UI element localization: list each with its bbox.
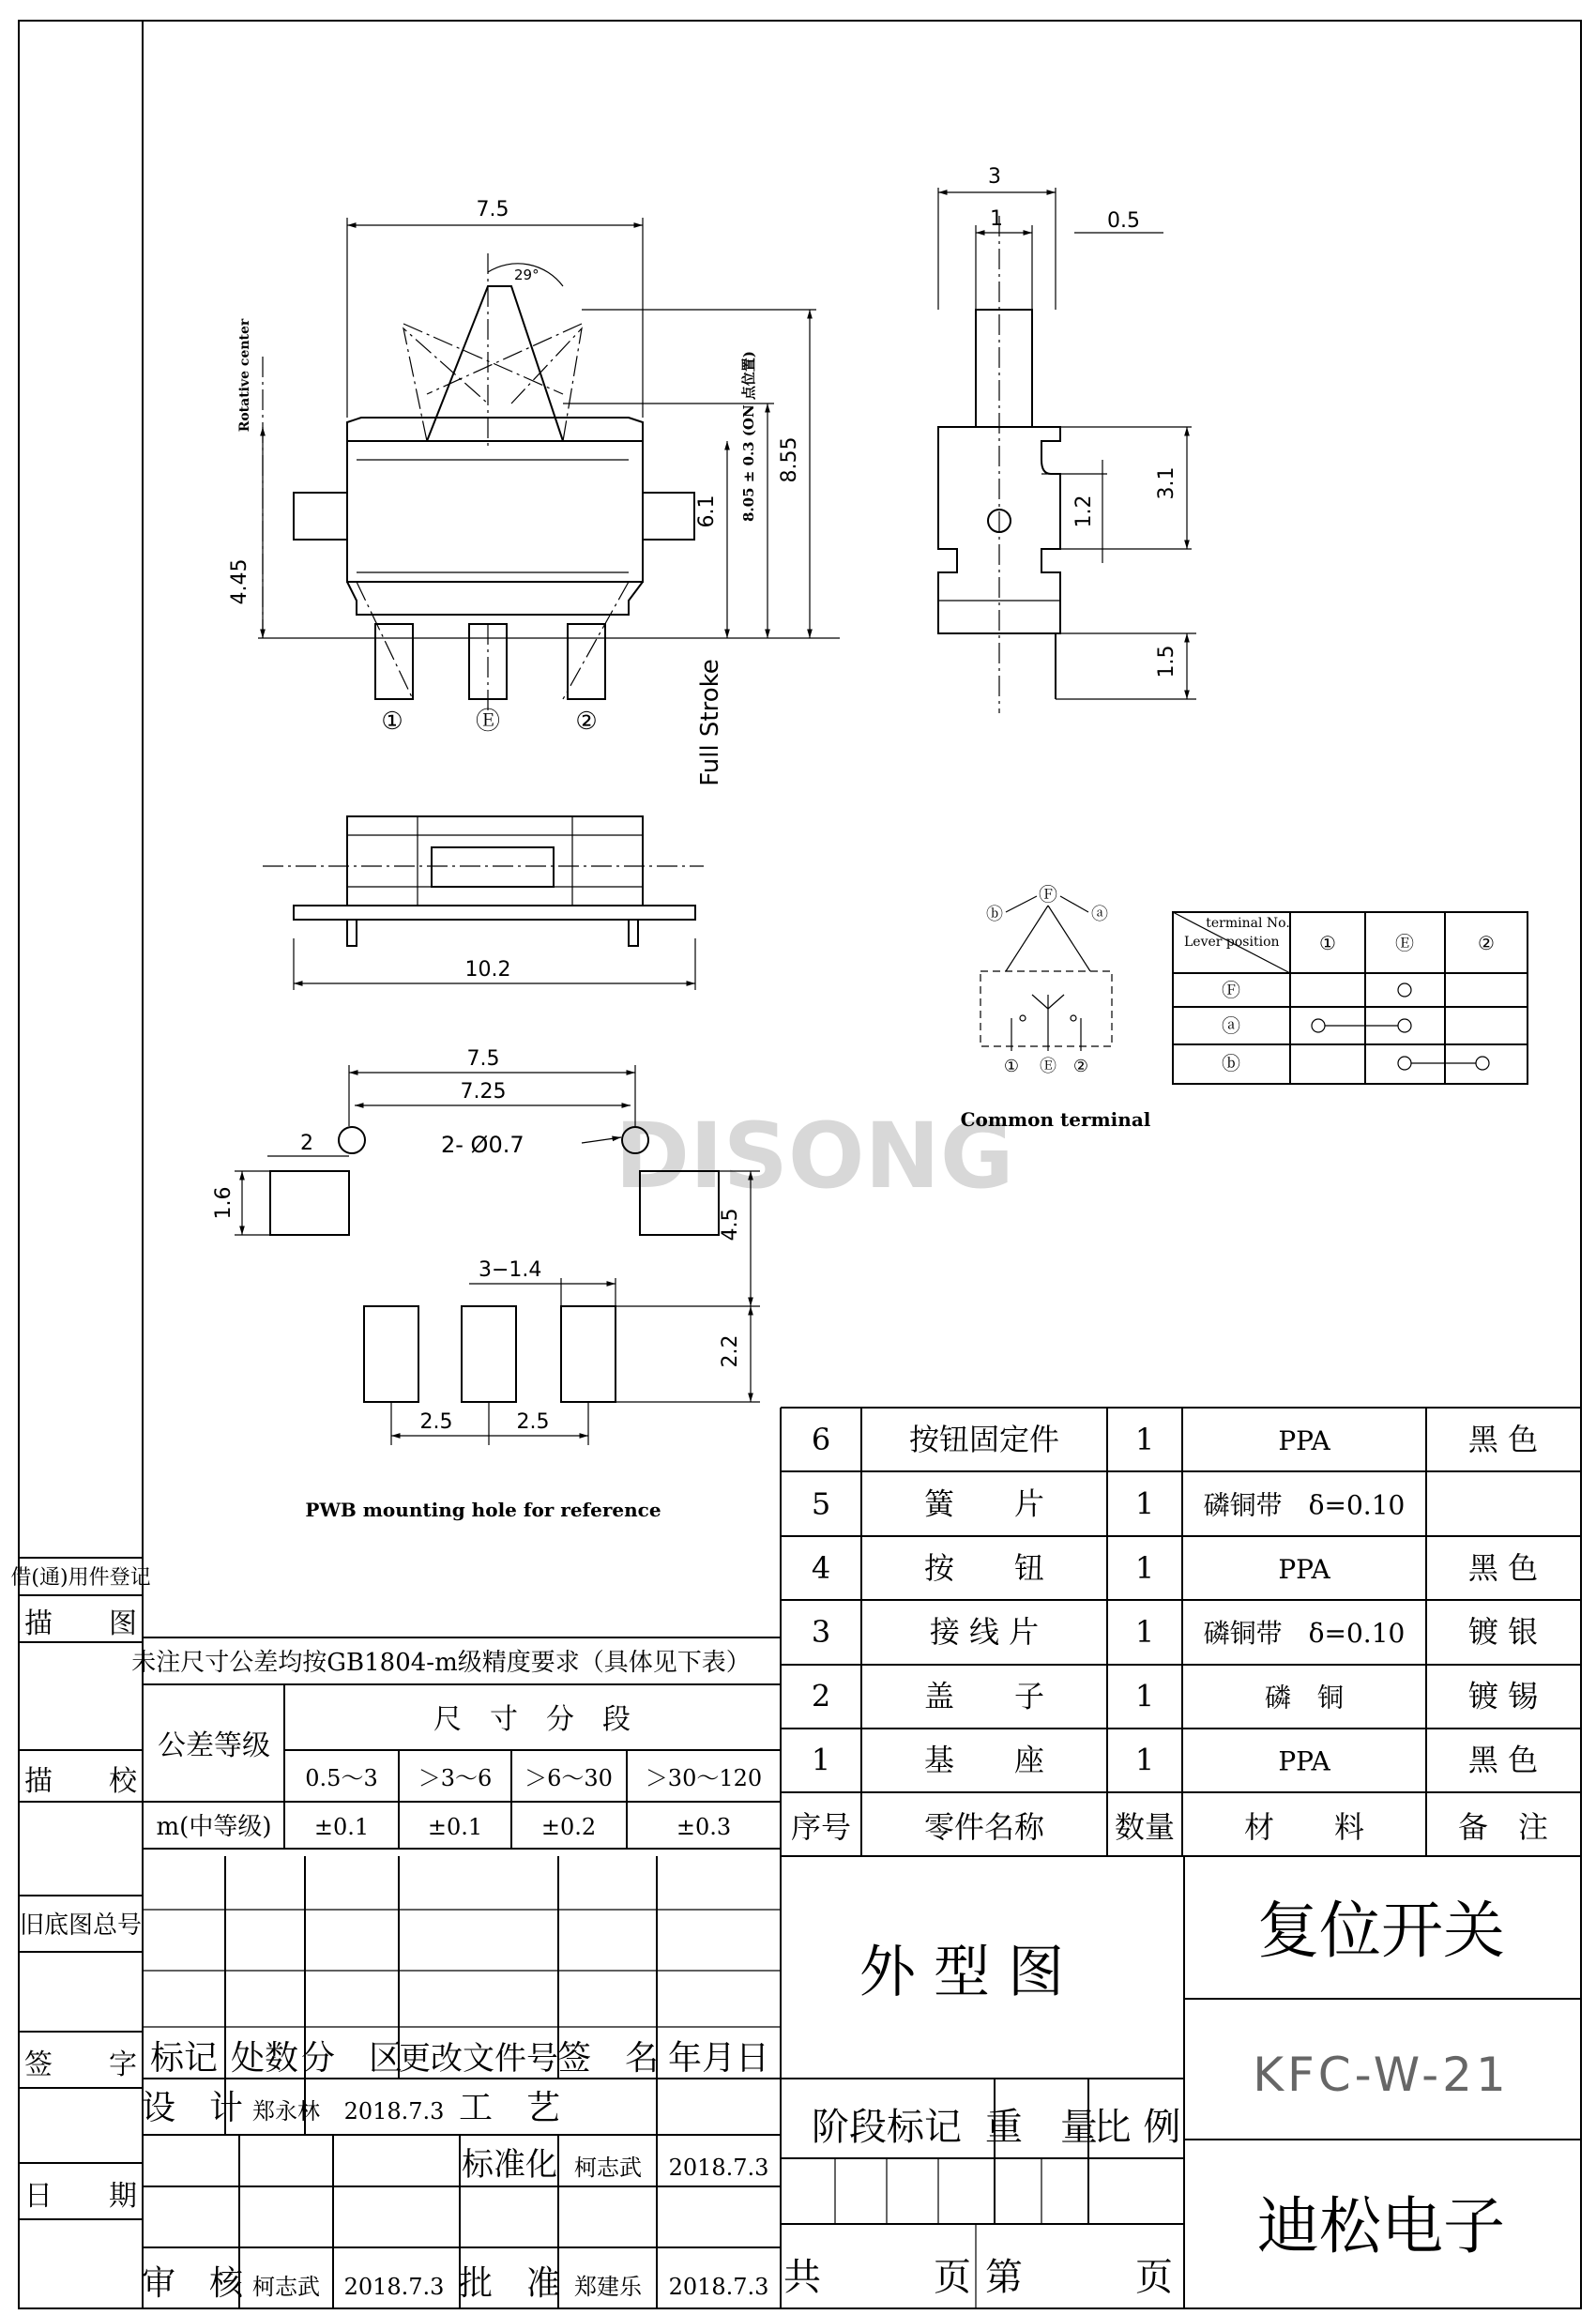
front-width-dim: 7.5 xyxy=(476,198,509,221)
side-dim-1: 1 xyxy=(990,207,1003,231)
bom-row-1-qty: 1 xyxy=(1134,1422,1155,1458)
tolerance-range-label: 尺 寸 分 段 xyxy=(433,1703,631,1736)
review-date: 2018.7.3 xyxy=(343,2274,445,2300)
top-view xyxy=(263,816,704,990)
bom-row-5-qty: 1 xyxy=(1134,1678,1155,1714)
bom-row-3-qty: 1 xyxy=(1134,1549,1155,1586)
bom-row-4-note: 镀 银 xyxy=(1467,1614,1539,1651)
pcb-dim-2: 2 xyxy=(300,1132,313,1155)
side-dim-05: 0.5 xyxy=(1107,209,1140,233)
old-drawing-no-label: 旧底图总号 xyxy=(19,1911,143,1940)
terminal-row-a: ⓐ xyxy=(1222,1014,1240,1037)
left-height-dim: 4.45 xyxy=(228,558,251,605)
stage-label: 阶段标记 xyxy=(812,2106,962,2149)
designer-name: 郑永林 xyxy=(252,2098,320,2125)
tolerance-grade-label: 公差等级 xyxy=(158,1729,270,1762)
bom-row-4-material: 磷铜带 δ=0.10 xyxy=(1203,1618,1406,1650)
side-labels xyxy=(10,1566,150,2213)
rev-header-doc: 更改文件号 xyxy=(399,2040,558,2078)
tolerance-range-3: ＞6～30 xyxy=(524,1765,613,1791)
pcb-caption: PWB mounting hole for reference xyxy=(305,1499,661,1521)
bom-header-name: 零件名称 xyxy=(923,1809,1045,1845)
pcb-dim-25b: 2.5 xyxy=(516,1410,550,1434)
terminal-col-1: ① xyxy=(1319,932,1336,954)
pcb-dim-725: 7.25 xyxy=(460,1080,507,1104)
weight-label: 重 量 xyxy=(985,2106,1098,2149)
part-number: KFC-W-21 xyxy=(1253,2048,1510,2102)
product-name: 复位开关 xyxy=(1257,1895,1505,1967)
pcb-dim-45: 4.5 xyxy=(719,1208,742,1241)
watermark: DISONG xyxy=(615,1104,1014,1209)
circuit-caption: Common terminal xyxy=(960,1108,1151,1131)
sheets-label: 共 页 xyxy=(783,2256,971,2299)
tolerance-range-2: ＞3～6 xyxy=(418,1765,493,1791)
signature-label: 签 字 xyxy=(24,2048,137,2081)
tolerance-grade: m(中等级) xyxy=(156,1813,272,1841)
bom-row-6-no: 1 xyxy=(811,1742,831,1778)
tolerance-value-1: ±0.1 xyxy=(313,1814,370,1840)
pcb-dim-22: 2.2 xyxy=(719,1334,742,1368)
circuit-diagram xyxy=(961,883,1151,1131)
side-dim-31: 3.1 xyxy=(1155,466,1178,500)
bom-row-6-material: PPA xyxy=(1278,1745,1330,1777)
standard-date: 2018.7.3 xyxy=(668,2155,769,2181)
mid-height-dim: 6.1 xyxy=(695,495,719,528)
terminal-row-f: Ⓕ xyxy=(1222,979,1240,1001)
side-dim-15: 1.5 xyxy=(1155,645,1178,678)
standard-by: 柯志武 xyxy=(574,2155,642,2181)
terminal-table xyxy=(1173,912,1528,1084)
bom-row-2-name: 簧 片 xyxy=(923,1485,1045,1522)
tolerance-range-4: ＞30～120 xyxy=(645,1765,763,1791)
bom-row-1-no: 6 xyxy=(811,1422,831,1458)
tolerance-range-1: 0.5～3 xyxy=(305,1765,378,1791)
top-width-dim: 10.2 xyxy=(464,958,511,982)
pcb-dim-3x14: 3−1.4 xyxy=(479,1258,542,1282)
standard-label: 标准化 xyxy=(462,2146,557,2184)
bom-header-no: 序号 xyxy=(790,1809,852,1845)
terminal-e-label: Ⓔ xyxy=(475,708,501,736)
circuit-b-label: ⓑ xyxy=(986,905,1003,924)
tolerance-value-4: ±0.3 xyxy=(676,1814,732,1840)
bom-row-5-name: 盖 子 xyxy=(923,1678,1045,1714)
bom-row-5-no: 2 xyxy=(811,1678,831,1714)
bom-row-1-name: 按钮固定件 xyxy=(908,1422,1060,1458)
approve-date: 2018.7.3 xyxy=(668,2274,769,2300)
front-angle-dim: 29° xyxy=(514,267,540,283)
terminal-col-2: ② xyxy=(1478,932,1495,954)
bom-row-3-no: 4 xyxy=(811,1549,831,1586)
approve-label: 批 准 xyxy=(458,2264,561,2303)
bom-row-1-material: PPA xyxy=(1278,1425,1330,1457)
approver-name: 郑建乐 xyxy=(574,2274,642,2300)
bom-row-1-note: 黑 色 xyxy=(1467,1422,1539,1458)
rev-header-mark: 标记 xyxy=(149,2039,219,2078)
on-position-dim: 8.05 ± 0.3 (ON 点位置) xyxy=(740,350,757,523)
bom-row-3-note: 黑 色 xyxy=(1467,1549,1539,1586)
bom-row-4-name: 接 线 片 xyxy=(929,1614,1040,1651)
mounting-hole-left xyxy=(339,1127,365,1153)
tracing-label: 描 图 xyxy=(24,1607,137,1640)
bom-header-note: 备 注 xyxy=(1457,1809,1549,1845)
terminal-2-label: ② xyxy=(575,708,598,736)
bom-row-5-material: 磷 铜 xyxy=(1264,1682,1345,1713)
bom-row-2-no: 5 xyxy=(811,1485,831,1522)
bom-row-2-material: 磷铜带 δ=0.10 xyxy=(1203,1489,1406,1521)
rev-header-count: 处数 xyxy=(230,2039,299,2078)
title-block xyxy=(142,1856,1581,2308)
full-stroke-label: Full Stroke xyxy=(696,659,724,786)
bom-row-6-qty: 1 xyxy=(1134,1742,1155,1778)
rotative-center-label: Rotative center xyxy=(237,318,252,433)
side-view xyxy=(938,165,1196,713)
bom-row-6-note: 黑 色 xyxy=(1467,1742,1539,1778)
terminal-col-e: Ⓔ xyxy=(1395,932,1414,954)
bom-row-3-material: PPA xyxy=(1278,1553,1330,1585)
front-view xyxy=(228,198,840,786)
design-date: 2018.7.3 xyxy=(343,2098,445,2125)
tolerance-value-3: ±0.2 xyxy=(540,1814,597,1840)
rev-header-date: 年月日 xyxy=(667,2039,770,2078)
tracing-check-label: 描 校 xyxy=(24,1765,137,1798)
review-label: 审 核 xyxy=(141,2264,244,2303)
terminal-table-header-top: terminal No. xyxy=(1206,916,1290,931)
pcb-dim-25a: 2.5 xyxy=(419,1410,453,1434)
bom-row-4-qty: 1 xyxy=(1134,1614,1155,1651)
bom-header-material: 材 料 xyxy=(1243,1809,1365,1845)
reviewer-name: 柯志武 xyxy=(252,2274,320,2300)
tolerance-note: 未注尺寸公差均按GB1804-m级精度要求（具体见下表） xyxy=(131,1649,751,1677)
drawing-type: 外 型 图 xyxy=(859,1940,1065,2005)
sheet-label: 第 页 xyxy=(985,2256,1173,2299)
process-label: 工 艺 xyxy=(458,2089,561,2127)
design-label: 设 计 xyxy=(141,2089,244,2127)
terminal-row-b: ⓑ xyxy=(1222,1052,1240,1074)
pcb-dim-16: 1.6 xyxy=(212,1186,236,1220)
total-height-dim: 8.55 xyxy=(778,436,801,483)
terminal-table-header-left: Lever position xyxy=(1184,935,1280,950)
date-label: 日 期 xyxy=(24,2180,137,2213)
bom-row-3-name: 按 钮 xyxy=(923,1549,1045,1586)
company-name: 迪松电子 xyxy=(1257,2190,1505,2262)
pcb-dim-75: 7.5 xyxy=(466,1047,500,1071)
terminal-1-label: ① xyxy=(381,708,403,736)
pcb-hole-dim: 2- Ø0.7 xyxy=(441,1132,524,1158)
circuit-1-label: ① xyxy=(1003,1057,1020,1076)
circuit-e-label: Ⓔ xyxy=(1040,1057,1056,1076)
bom-table xyxy=(781,1408,1581,1856)
bom-header-qty: 数量 xyxy=(1114,1809,1176,1845)
bom-row-5-note: 镀 锡 xyxy=(1467,1678,1539,1714)
bom-row-4-no: 3 xyxy=(811,1614,831,1651)
side-dim-3: 3 xyxy=(988,165,1001,189)
circuit-f-label: Ⓕ xyxy=(1039,883,1057,906)
borrow-register-label: 借(通)用件登记 xyxy=(10,1566,151,1590)
side-dim-12: 1.2 xyxy=(1072,495,1096,528)
rev-header-sign: 签 名 xyxy=(556,2039,660,2078)
circuit-2-label: ② xyxy=(1072,1057,1089,1076)
circuit-a-label: ⓐ xyxy=(1091,905,1108,924)
tolerance-value-2: ±0.1 xyxy=(427,1814,483,1840)
rev-header-zone: 分 区 xyxy=(300,2039,403,2078)
scale-label: 比 例 xyxy=(1093,2106,1181,2149)
bom-row-2-qty: 1 xyxy=(1134,1485,1155,1522)
bom-row-6-name: 基 座 xyxy=(923,1742,1045,1778)
